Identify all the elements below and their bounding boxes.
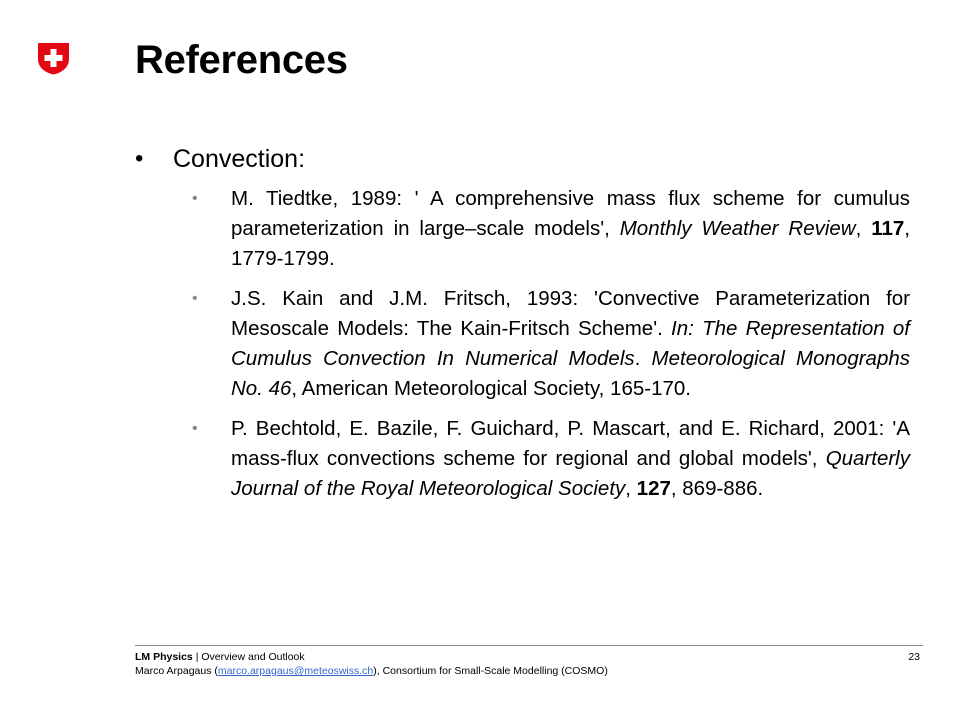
section-label: Convection:	[173, 145, 306, 173]
footer-divider	[135, 645, 923, 646]
reference-separator: .	[634, 347, 652, 370]
footer-email-link[interactable]: marco.arpagaus@meteoswiss.ch	[217, 665, 374, 677]
footer-title-line	[135, 650, 608, 664]
reference-pages: , 1779-1799.	[231, 217, 910, 270]
footer-affiliation: ), Consortium for Small-Scale Modelling (COSMO)	[373, 665, 608, 677]
sub-bullet-dot: •	[192, 190, 198, 207]
page-number: 23	[908, 651, 920, 663]
slide-title: References	[135, 38, 348, 82]
reference-authors-title: J.S. Kain and J.M. Fritsch, 1993: 'Convective Parameterization for Mesoscale Models: The Kain-Fritsch Scheme'.	[231, 287, 910, 340]
reference-item	[192, 184, 910, 274]
reference-volume: 117	[871, 217, 905, 240]
sub-bullet-dot: •	[192, 420, 198, 437]
footer	[135, 650, 608, 678]
reference-pages: , 869-886.	[670, 477, 764, 500]
reference-authors-title: M. Tiedtke, 1989: ' A comprehensive mass flux scheme for cumulus parameterization in large–scale models',	[231, 187, 910, 240]
footer-author-line	[135, 664, 608, 678]
reference-book: In: The Representation of Cumulus Convection In Numerical Models	[231, 317, 910, 370]
reference-list	[192, 184, 910, 514]
reference-publisher-pages: , American Meteorological Society, 165-170.	[291, 377, 691, 400]
reference-volume: 127	[636, 477, 671, 500]
reference-journal: Monthly Weather Review	[619, 217, 856, 240]
footer-presentation-title: LM Physics	[135, 651, 193, 663]
footer-separator: |	[192, 651, 202, 663]
reference-item	[192, 414, 910, 504]
reference-separator: ,	[625, 477, 637, 500]
swiss-cross-horizontal	[45, 55, 63, 61]
reference-journal: Quarterly Journal of the Royal Meteorological Society	[231, 447, 910, 500]
footer-subtitle: Overview and Outlook	[201, 651, 305, 663]
swiss-cross-logo	[37, 42, 70, 75]
sub-bullet-dot: •	[192, 290, 198, 307]
reference-item	[192, 284, 910, 404]
reference-series: Meteorological Monographs No. 46	[231, 347, 910, 400]
reference-separator: ,	[855, 217, 872, 240]
bullet-dot: •	[135, 145, 144, 172]
reference-authors-title: P. Bechtold, E. Bazile, F. Guichard, P. Mascart, and E. Richard, 2001: 'A mass-flux convections scheme for regional and global models',	[231, 417, 910, 470]
footer-author: Marco Arpagaus (	[135, 665, 218, 677]
